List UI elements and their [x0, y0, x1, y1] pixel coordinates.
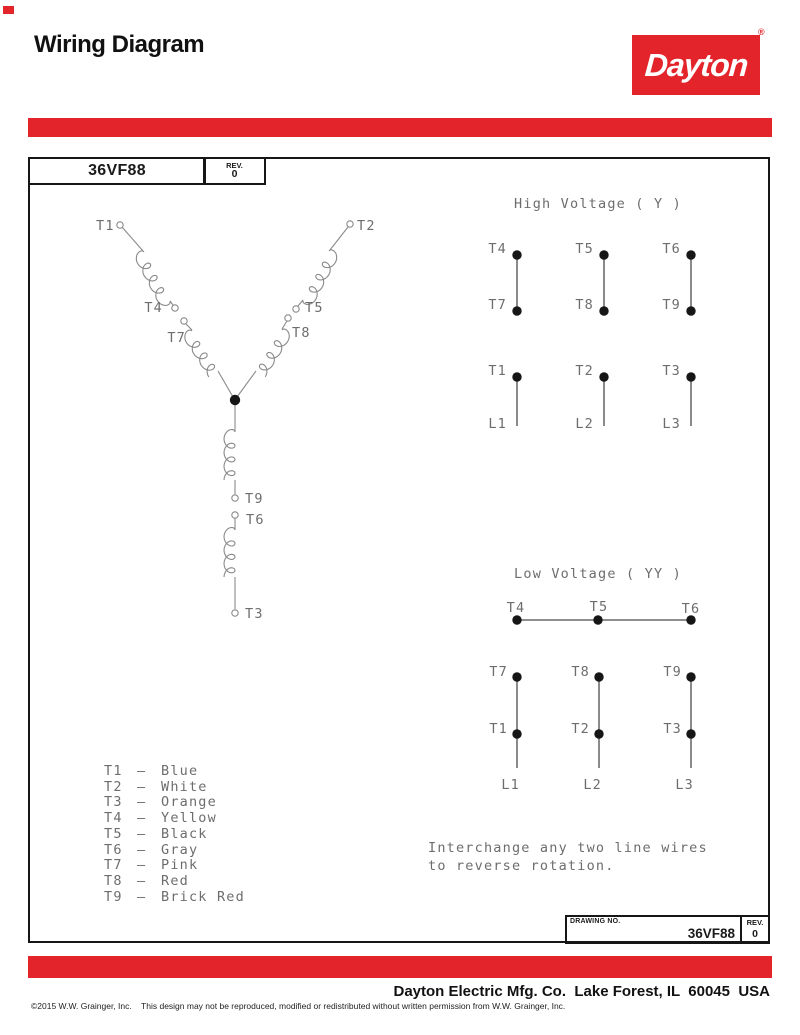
drawing-no-label: DRAWING NO. — [570, 918, 621, 925]
registered-trademark-icon: ® — [758, 27, 765, 37]
terminal-t6 — [232, 512, 238, 518]
terminal-t8 — [285, 315, 291, 321]
legend-color: Black — [161, 826, 208, 842]
lv-col2-middle: T2 — [571, 721, 590, 737]
bottom-title-block-rev — [742, 917, 768, 942]
legend-dash: — — [137, 763, 147, 779]
hv-pair3-top: T6 — [662, 241, 681, 257]
legend-terminal: T2 — [104, 779, 123, 795]
rotation-note — [428, 840, 708, 874]
hv-pair2-bottom: T8 — [575, 297, 594, 313]
y-winding-schematic — [96, 218, 376, 622]
legend-color: Brick Red — [161, 889, 245, 905]
rev-value: 0 — [752, 927, 758, 940]
rev-value: 0 — [231, 168, 238, 181]
hv-pair1-top: T4 — [488, 241, 507, 257]
legend-dash: — — [137, 857, 147, 873]
scan-artifact — [3, 6, 14, 14]
hv-lead3-terminal: T3 — [662, 363, 681, 379]
footer-company-address: Dayton Electric Mfg. Co. Lake Forest, IL 60045 USA — [393, 983, 770, 1000]
legend-dash: — — [137, 873, 147, 889]
hv-lead1-line: L1 — [488, 416, 507, 432]
legend-terminal: T8 — [104, 873, 123, 889]
rev-label: REV. — [746, 918, 764, 928]
high-voltage-title: High Voltage ( Y ) — [514, 196, 682, 212]
terminal-t3 — [232, 610, 238, 616]
lv-col3-line: L3 — [675, 777, 694, 793]
legend-dash: — — [137, 889, 147, 905]
legend-dash: — — [137, 826, 147, 842]
wiring-schematic — [28, 157, 770, 943]
hv-lead3-line: L3 — [662, 416, 681, 432]
top-title-block-drawing-no: 36VF88 — [28, 157, 206, 185]
terminal-t7 — [181, 318, 187, 324]
label-t7: T7 — [167, 330, 186, 346]
legend-color: Red — [161, 873, 189, 889]
legend-terminal: T4 — [104, 810, 123, 826]
lv-col1-top: T7 — [489, 664, 508, 680]
legend-terminal: T6 — [104, 842, 123, 858]
hv-lead2-terminal: T2 — [575, 363, 594, 379]
legend-terminal: T9 — [104, 889, 123, 905]
label-t1: T1 — [96, 218, 115, 234]
low-voltage-title: Low Voltage ( YY ) — [514, 566, 682, 582]
bottom-title-block-drawing — [567, 917, 742, 942]
hv-lead1-terminal: T1 — [488, 363, 507, 379]
low-voltage-section — [489, 566, 700, 793]
bottom-title-block — [565, 915, 770, 944]
high-voltage-section — [488, 196, 695, 432]
legend-color: Pink — [161, 857, 199, 873]
legend-dash: — — [137, 779, 147, 795]
hv-pair3-bottom: T9 — [662, 297, 681, 313]
label-t3: T3 — [245, 606, 264, 622]
hv-lead2-line: L2 — [575, 416, 594, 432]
legend-color: White — [161, 779, 208, 795]
rev-label: REV. — [226, 160, 243, 170]
legend-dash: — — [137, 810, 147, 826]
terminal-t2 — [347, 221, 353, 227]
lv-col1-line: L1 — [501, 777, 520, 793]
rotation-note-line1: Interchange any two line wires — [428, 840, 708, 856]
label-t9: T9 — [245, 491, 264, 507]
hv-pair2-top: T5 — [575, 241, 594, 257]
lv-bus-t5: T5 — [589, 599, 609, 615]
legend-terminal: T1 — [104, 763, 123, 779]
lv-bus-t6: T6 — [681, 601, 701, 617]
page-title: Wiring Diagram — [34, 31, 205, 58]
dayton-logo — [632, 35, 760, 95]
terminal-t1 — [117, 222, 123, 228]
legend-terminal: T5 — [104, 826, 123, 842]
legend-terminal: T3 — [104, 794, 123, 810]
rotation-note-line2: to reverse rotation. — [428, 858, 615, 874]
legend-terminal: T7 — [104, 857, 123, 873]
terminal-t9 — [232, 495, 238, 501]
label-t6: T6 — [246, 512, 265, 528]
lead-color-legend — [104, 763, 245, 905]
lv-bus-t4: T4 — [506, 600, 526, 616]
label-t8: T8 — [292, 325, 311, 341]
terminal-t5 — [293, 306, 299, 312]
legend-color: Yellow — [161, 810, 217, 826]
footer-red-divider — [28, 956, 772, 978]
lv-col3-top: T9 — [663, 664, 682, 680]
footer-copyright: ©2015 W.W. Grainger, Inc. This design may not be reproduced, modified or redistributed without written permission from W.W. Grainger, Inc. — [31, 1001, 566, 1011]
lv-col2-top: T8 — [571, 664, 590, 680]
lv-col2-line: L2 — [583, 777, 602, 793]
legend-dash: — — [137, 794, 147, 810]
hv-pair1-bottom: T7 — [488, 297, 507, 313]
terminal-t4 — [172, 305, 178, 311]
lv-col1-middle: T1 — [489, 721, 508, 737]
legend-color: Blue — [161, 763, 199, 779]
legend-dash: — — [137, 842, 147, 858]
drawing-no-value: 36VF88 — [687, 926, 735, 941]
label-t4: T4 — [144, 300, 163, 316]
label-t5: T5 — [305, 300, 324, 316]
star-point-junction — [230, 395, 240, 405]
label-t2: T2 — [357, 218, 376, 234]
legend-color: Orange — [161, 794, 217, 810]
header-red-divider — [28, 118, 772, 137]
lv-col3-middle: T3 — [663, 721, 682, 737]
legend-color: Gray — [161, 842, 199, 858]
dayton-logo-text: Dayton — [643, 47, 749, 83]
